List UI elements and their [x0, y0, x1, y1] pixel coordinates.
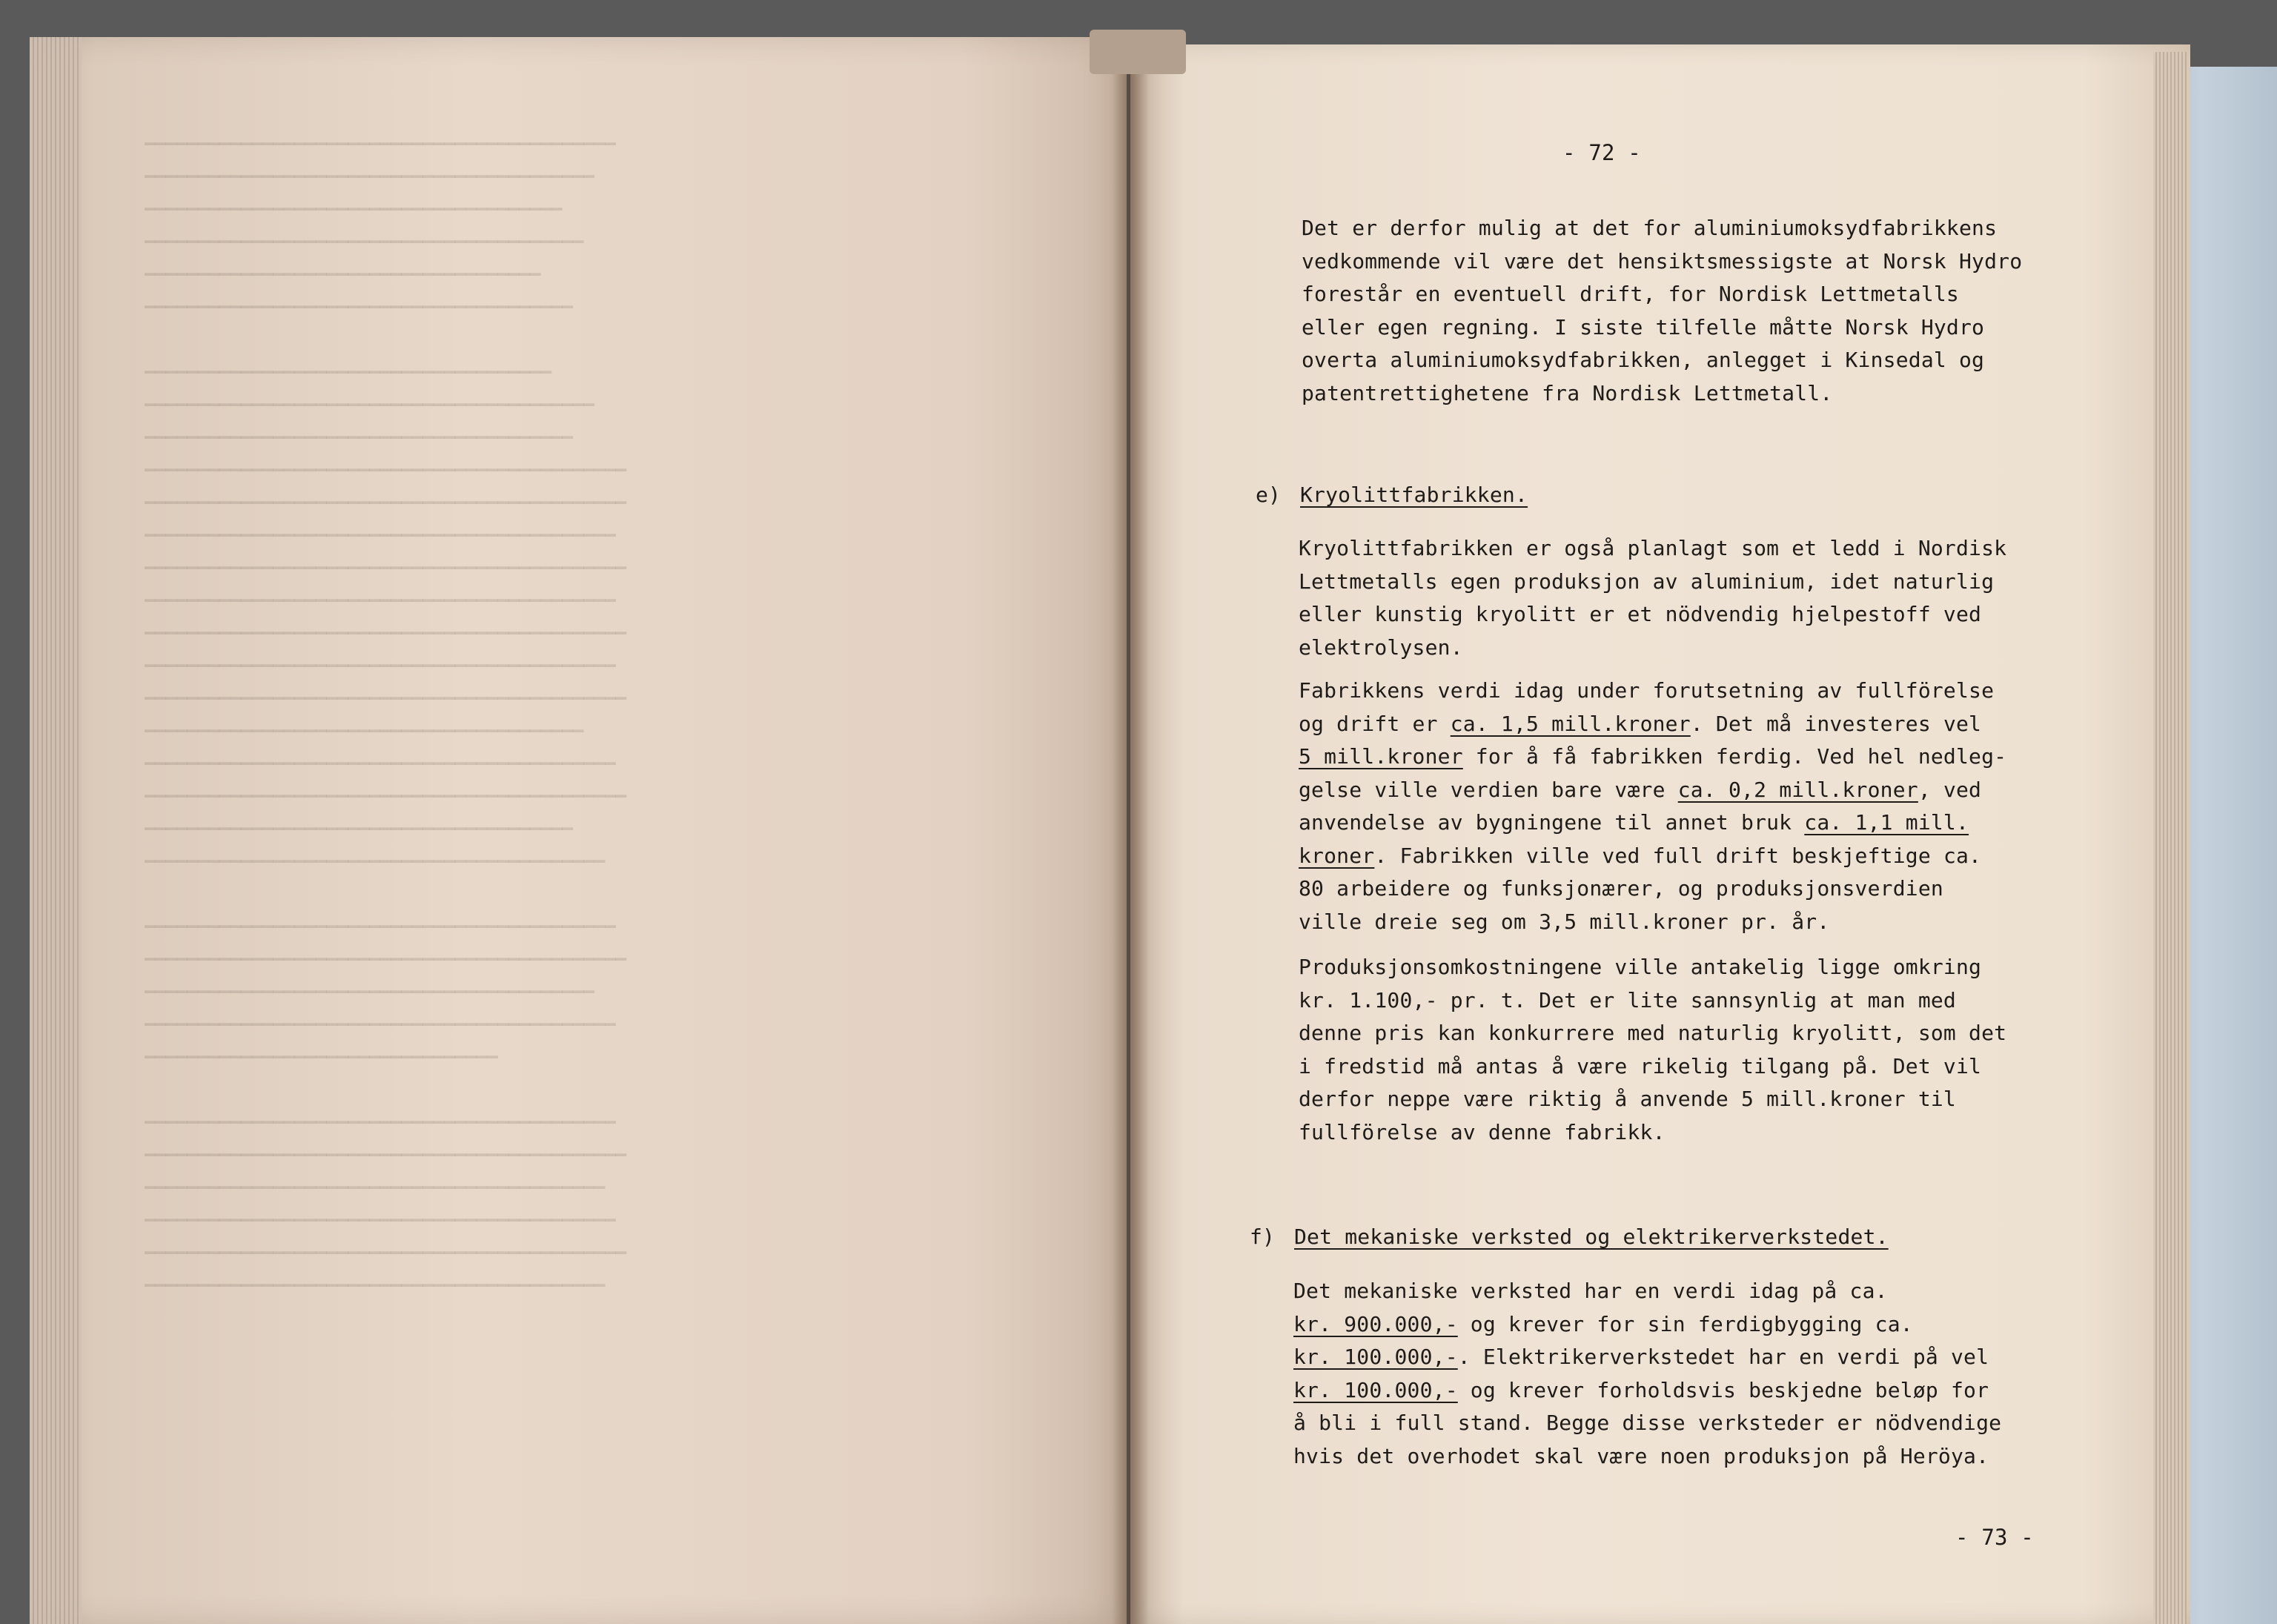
- section-f-heading: [1250, 1221, 1889, 1254]
- underlined-amount: ca. 1,1 mill.: [1804, 810, 1969, 835]
- section-e-paragraph-2: [1299, 675, 2006, 938]
- text-line: [1293, 1440, 2001, 1474]
- text-run: og krever forholdsvis beskjedne beløp for: [1457, 1377, 1989, 1402]
- text-line: eller egen regning. I siste tilfelle måtte Norsk Hydro: [1302, 314, 1985, 339]
- text-run: 80 arbeidere og funksjonærer, og produksjonsverdien: [1299, 876, 1943, 901]
- underlined-amount: ca. 0,2 mill.kroner: [1677, 777, 1918, 802]
- text-line: [1299, 840, 2006, 873]
- section-e-heading: [1256, 479, 1528, 512]
- section-e-paragraph-1: [1299, 532, 2006, 664]
- text-line: denne pris kan konkurrere med naturlig kryolitt, som det: [1299, 1021, 2007, 1045]
- section-e-paragraph-3: [1299, 951, 2006, 1149]
- text-line: [1299, 806, 2006, 840]
- text-line: [1299, 872, 2006, 906]
- underlined-amount: 5 mill.kroner: [1299, 744, 1463, 769]
- text-line: eller kunstig kryolitt er et nödvendig hjelpestoff ved: [1299, 602, 1982, 626]
- page-number-footer: - 73 -: [1955, 1525, 2034, 1550]
- text-run: hvis det overhodet skal være noen produksjon på Heröya.: [1293, 1443, 1989, 1468]
- text-run: ville dreie seg om 3,5 mill.kroner pr. år.: [1299, 909, 1830, 934]
- intro-paragraph: [1302, 212, 2022, 410]
- text-line: Lettmetalls egen produksjon av aluminium, idet naturlig: [1299, 569, 1995, 594]
- text-line: [1299, 675, 2006, 708]
- text-run: , ved: [1918, 777, 1982, 802]
- text-line: derfor neppe være riktig å anvende 5 mill.kroner til: [1299, 1087, 1956, 1111]
- section-title: Kryolittfabrikken.: [1300, 483, 1528, 507]
- underlined-amount: kr. 100.000,-: [1293, 1345, 1458, 1369]
- text-line: [1299, 708, 2006, 741]
- text-line: [1293, 1275, 2001, 1308]
- text-line: Det er derfor mulig at det for aluminiumoksydfabrikkens: [1302, 216, 1998, 240]
- text-run: å bli i full stand. Begge disse verksteder er nödvendige: [1293, 1411, 2002, 1435]
- section-label: e): [1256, 483, 1282, 507]
- text-run: gelse ville verdien bare være: [1299, 777, 1678, 802]
- text-line: forestår en eventuell drift, for Nordisk Lettmetalls: [1302, 282, 1959, 306]
- section-f-paragraph: [1293, 1275, 2001, 1473]
- underlined-amount: ca. 1,5 mill.kroner: [1450, 711, 1691, 736]
- page-number-header: - 72 -: [1562, 140, 1641, 165]
- text-line: patentrettighetene fra Nordisk Lettmetall.: [1302, 380, 1833, 405]
- text-line: [1293, 1374, 2001, 1408]
- text-run: og drift er: [1299, 711, 1451, 736]
- text-line: [1299, 906, 2006, 939]
- text-line: Produksjonsomkostningene ville antakelig ligge omkring: [1299, 955, 1982, 979]
- text-line: elektrolysen.: [1299, 634, 1463, 660]
- text-line: fullförelse av denne fabrikk.: [1299, 1119, 1666, 1144]
- left-page-bleed-through: ▁▁▁▁▁▁▁▁▁▁▁▁▁▁▁▁▁▁▁▁▁▁▁▁▁▁▁▁▁▁▁▁▁▁▁▁▁▁▁▁▁▁▁▁ ▁▁▁▁▁▁▁▁▁▁▁▁▁▁▁▁▁▁▁▁▁▁▁▁▁▁▁▁▁▁▁▁▁▁▁▁▁▁▁▁▁▁ ▁▁▁▁▁▁▁▁▁▁▁▁▁▁▁▁▁▁▁▁▁▁▁▁▁▁▁▁▁▁▁▁▁▁▁▁▁▁▁ ▁▁▁▁▁▁▁▁▁▁▁▁▁▁▁▁▁▁▁▁▁▁▁▁▁▁▁▁▁▁▁▁▁▁▁▁▁▁▁▁▁ ▁▁▁▁▁▁▁▁▁▁▁▁▁▁▁▁▁▁▁▁▁▁▁▁▁▁▁▁▁▁▁▁▁▁▁▁▁ ▁▁▁▁▁▁▁▁▁▁▁▁▁▁▁▁▁▁▁▁▁▁▁▁▁▁▁▁▁▁▁▁▁▁▁▁▁▁▁▁ ▁▁▁▁▁▁▁▁▁▁▁▁▁▁▁▁▁▁▁▁▁▁▁▁▁▁▁▁▁▁▁▁▁▁▁▁▁▁ ▁▁▁▁▁▁▁▁▁▁▁▁▁▁▁▁▁▁▁▁▁▁▁▁▁▁▁▁▁▁▁▁▁▁▁▁▁▁▁▁▁▁ ▁▁▁▁▁▁▁▁▁▁▁▁▁▁▁▁▁▁▁▁▁▁▁▁▁▁▁▁▁▁▁▁▁▁▁▁▁▁▁▁ ▁▁▁▁▁▁▁▁▁▁▁▁▁▁▁▁▁▁▁▁▁▁▁▁▁▁▁▁▁▁▁▁▁▁▁▁▁▁▁▁▁▁▁▁▁ ▁▁▁▁▁▁▁▁▁▁▁▁▁▁▁▁▁▁▁▁▁▁▁▁▁▁▁▁▁▁▁▁▁▁▁▁▁▁▁▁▁▁▁▁▁ ▁▁▁▁▁▁▁▁▁▁▁▁▁▁▁▁▁▁▁▁▁▁▁▁▁▁▁▁▁▁▁▁▁▁▁▁▁▁▁▁▁▁▁▁ ▁▁▁▁▁▁▁▁▁▁▁▁▁▁▁▁▁▁▁▁▁▁▁▁▁▁▁▁▁▁▁▁▁▁▁▁▁▁▁▁▁▁▁▁▁ ▁▁▁▁▁▁▁▁▁▁▁▁▁▁▁▁▁▁▁▁▁▁▁▁▁▁▁▁▁▁▁▁▁▁▁▁▁▁▁▁▁▁▁▁ ▁▁▁▁▁▁▁▁▁▁▁▁▁▁▁▁▁▁▁▁▁▁▁▁▁▁▁▁▁▁▁▁▁▁▁▁▁▁▁▁▁▁▁▁▁ ▁▁▁▁▁▁▁▁▁▁▁▁▁▁▁▁▁▁▁▁▁▁▁▁▁▁▁▁▁▁▁▁▁▁▁▁▁▁▁▁▁▁▁▁ ▁▁▁▁▁▁▁▁▁▁▁▁▁▁▁▁▁▁▁▁▁▁▁▁▁▁▁▁▁▁▁▁▁▁▁▁▁▁▁▁▁▁▁▁▁ ▁▁▁▁▁▁▁▁▁▁▁▁▁▁▁▁▁▁▁▁▁▁▁▁▁▁▁▁▁▁▁▁▁▁▁▁▁▁▁▁▁ ▁▁▁▁▁▁▁▁▁▁▁▁▁▁▁▁▁▁▁▁▁▁▁▁▁▁▁▁▁▁▁▁▁▁▁▁▁▁▁▁▁▁▁▁ ▁▁▁▁▁▁▁▁▁▁▁▁▁▁▁▁▁▁▁▁▁▁▁▁▁▁▁▁▁▁▁▁▁▁▁▁▁▁▁▁▁▁▁▁▁ ▁▁▁▁▁▁▁▁▁▁▁▁▁▁▁▁▁▁▁▁▁▁▁▁▁▁▁▁▁▁▁▁▁▁▁▁▁▁▁▁ ▁▁▁▁▁▁▁▁▁▁▁▁▁▁▁▁▁▁▁▁▁▁▁▁▁▁▁▁▁▁▁▁▁▁▁▁▁▁▁▁▁▁▁ ▁▁▁▁▁▁▁▁▁▁▁▁▁▁▁▁▁▁▁▁▁▁▁▁▁▁▁▁▁▁▁▁▁▁▁▁▁▁▁▁▁▁▁▁ ▁▁▁▁▁▁▁▁▁▁▁▁▁▁▁▁▁▁▁▁▁▁▁▁▁▁▁▁▁▁▁▁▁▁▁▁▁▁▁▁▁▁▁▁▁ ▁▁▁▁▁▁▁▁▁▁▁▁▁▁▁▁▁▁▁▁▁▁▁▁▁▁▁▁▁▁▁▁▁▁▁▁▁▁▁▁▁▁ ▁▁▁▁▁▁▁▁▁▁▁▁▁▁▁▁▁▁▁▁▁▁▁▁▁▁▁▁▁▁▁▁▁▁▁▁▁▁▁▁▁▁▁▁ ▁▁▁▁▁▁▁▁▁▁▁▁▁▁▁▁▁▁▁▁▁▁▁▁▁▁▁▁▁▁▁▁▁ ▁▁▁▁▁▁▁▁▁▁▁▁▁▁▁▁▁▁▁▁▁▁▁▁▁▁▁▁▁▁▁▁▁▁▁▁▁▁▁▁▁▁▁▁ ▁▁▁▁▁▁▁▁▁▁▁▁▁▁▁▁▁▁▁▁▁▁▁▁▁▁▁▁▁▁▁▁▁▁▁▁▁▁▁▁▁▁▁▁▁ ▁▁▁▁▁▁▁▁▁▁▁▁▁▁▁▁▁▁▁▁▁▁▁▁▁▁▁▁▁▁▁▁▁▁▁▁▁▁▁▁▁▁▁ ▁▁▁▁▁▁▁▁▁▁▁▁▁▁▁▁▁▁▁▁▁▁▁▁▁▁▁▁▁▁▁▁▁▁▁▁▁▁▁▁▁▁▁▁ ▁▁▁▁▁▁▁▁▁▁▁▁▁▁▁▁▁▁▁▁▁▁▁▁▁▁▁▁▁▁▁▁▁▁▁▁▁▁▁▁▁▁▁▁▁ ▁▁▁▁▁▁▁▁▁▁▁▁▁▁▁▁▁▁▁▁▁▁▁▁▁▁▁▁▁▁▁▁▁▁▁▁▁▁▁▁▁▁▁: [145, 125, 627, 1287]
- underlined-amount: kr. 100.000,-: [1293, 1377, 1458, 1402]
- book-gutter: [1112, 30, 1149, 1624]
- section-title: Det mekaniske verksted og elektrikerverkstedet.: [1294, 1224, 1889, 1249]
- text-line: [1293, 1308, 2001, 1342]
- text-line: [1299, 740, 2006, 774]
- text-line: [1293, 1407, 2001, 1440]
- text-line: vedkommende vil være det hensiktsmessigste at Norsk Hydro: [1302, 248, 2023, 274]
- text-run: . Fabrikken ville ved full drift beskjeftige ca.: [1374, 843, 1982, 868]
- text-line: [1299, 774, 2006, 807]
- text-run: for å få fabrikken ferdig. Ved hel nedleg-: [1462, 744, 2007, 769]
- book-spine: [1090, 30, 1186, 74]
- text-line: [1293, 1341, 2001, 1374]
- section-label: f): [1250, 1224, 1276, 1249]
- text-run: anvendelse av bygningene til annet bruk: [1299, 810, 1805, 835]
- underlined-amount: kr. 900.000,-: [1293, 1311, 1458, 1336]
- text-run: . Elektrikerverkstedet har en verdi på vel: [1457, 1345, 1989, 1369]
- text-run: Fabrikkens verdi idag under forutsetning av fullförelse: [1299, 678, 1995, 703]
- text-run: . Det må investeres vel: [1690, 711, 1982, 736]
- text-run: Det mekaniske verksted har en verdi idag på ca.: [1293, 1279, 1888, 1303]
- text-line: kr. 1.100,- pr. t. Det er lite sannsynlig at man med: [1299, 987, 1956, 1012]
- text-run: og krever for sin ferdigbygging ca.: [1457, 1311, 1913, 1336]
- text-line: i fredstid må antas å være rikelig tilgang på. Det vil: [1299, 1053, 1982, 1078]
- right-page-edges: [2153, 52, 2187, 1624]
- text-line: overta aluminiumoksydfabrikken, anlegget i Kinsedal og: [1302, 348, 1985, 372]
- text-line: Kryolittfabrikken er også planlagt som et ledd i Nordisk: [1299, 536, 2007, 560]
- underlined-amount: kroner: [1299, 843, 1375, 868]
- left-page-edges: [30, 37, 82, 1624]
